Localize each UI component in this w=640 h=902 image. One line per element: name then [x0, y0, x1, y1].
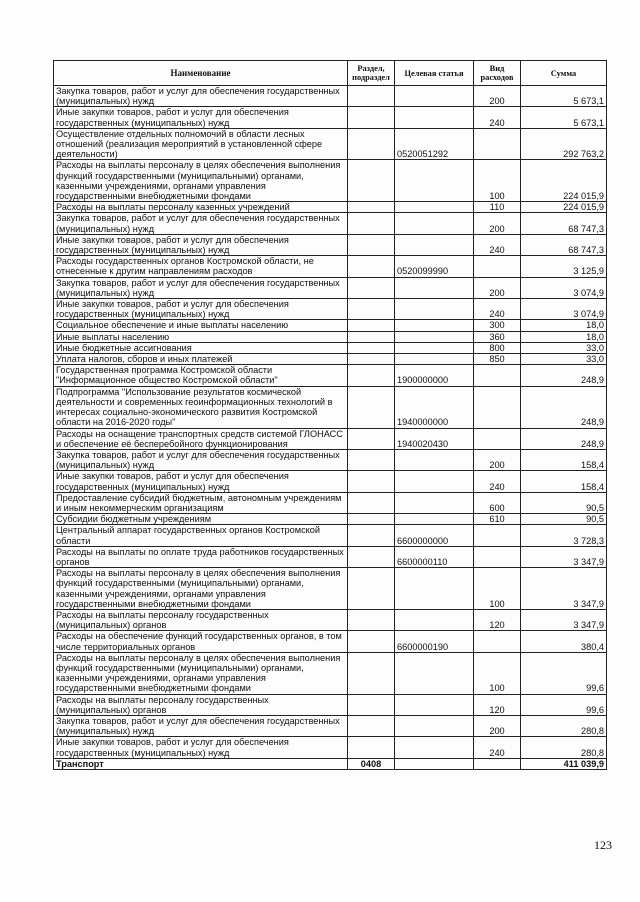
row-vid-cell [474, 546, 521, 567]
row-section-cell [348, 428, 395, 449]
row-sum-cell: 99,6 [521, 694, 607, 715]
row-vid-cell [474, 758, 521, 769]
row-sum-cell: 411 039,9 [521, 758, 607, 769]
row-name-cell: Закупка товаров, работ и услуг для обеспечения государственных (муниципальных) нужд [54, 715, 348, 736]
row-section-cell: 0408 [348, 758, 395, 769]
table-row [54, 277, 607, 298]
table-row [54, 160, 607, 202]
row-name-cell: Расходы на выплаты персоналу в целях обеспечения выполнения функций государственными (муниципальными) органами, казенными учреждениями, органами управления государственными внебюджетными фондами [54, 652, 348, 694]
row-section-cell [348, 525, 395, 546]
row-article-cell [395, 234, 474, 255]
table-row [54, 331, 607, 342]
row-vid-cell: 120 [474, 694, 521, 715]
row-section-cell [348, 546, 395, 567]
row-name-cell: Расходы на оснащение транспортных средств системой ГЛОНАСС и обеспечение её бесперебойного функционирования [54, 428, 348, 449]
table-row [54, 354, 607, 365]
row-name-cell: Расходы на выплаты по оплате труда работников государственных органов [54, 546, 348, 567]
row-sum-cell: 280,8 [521, 737, 607, 758]
row-vid-cell [474, 631, 521, 652]
row-article-cell [395, 568, 474, 610]
table-row [54, 568, 607, 610]
row-sum-cell: 248,9 [521, 428, 607, 449]
row-section-cell [348, 160, 395, 202]
table-row [54, 86, 607, 107]
row-section-cell [348, 471, 395, 492]
row-section-cell [348, 320, 395, 331]
table-row [54, 525, 607, 546]
row-section-cell [348, 107, 395, 128]
table-row [54, 609, 607, 630]
row-vid-cell: 600 [474, 492, 521, 513]
row-vid-cell: 200 [474, 715, 521, 736]
row-article-cell [395, 449, 474, 470]
row-section-cell [348, 202, 395, 213]
row-name-cell: Закупка товаров, работ и услуг для обеспечения государственных (муниципальных) нужд [54, 277, 348, 298]
row-name-cell: Закупка товаров, работ и услуг для обеспечения государственных (муниципальных) нужд [54, 449, 348, 470]
row-vid-cell: 360 [474, 331, 521, 342]
header-name: Наименование [54, 61, 348, 86]
row-article-cell [395, 86, 474, 107]
row-name-cell: Расходы на обеспечение функций государственных органов, в том числе территориальных органов [54, 631, 348, 652]
row-article-cell [395, 160, 474, 202]
table-row [54, 428, 607, 449]
row-section-cell [348, 354, 395, 365]
row-sum-cell: 18,0 [521, 320, 607, 331]
row-name-cell: Осуществление отдельных полномочий в области лесных отношений (реализация мероприятий в установленной сфере деятельности) [54, 128, 348, 160]
row-article-cell [395, 492, 474, 513]
row-section-cell [348, 213, 395, 234]
row-sum-cell: 3 125,9 [521, 256, 607, 277]
row-article-cell [395, 107, 474, 128]
row-section-cell [348, 342, 395, 353]
row-article-cell [395, 354, 474, 365]
row-sum-cell: 3 347,9 [521, 609, 607, 630]
row-name-cell: Центральный аппарат государственных органов Костромской области [54, 525, 348, 546]
row-name-cell: Иные закупки товаров, работ и услуг для обеспечения государственных (муниципальных) нужд [54, 234, 348, 255]
row-section-cell [348, 331, 395, 342]
table-row [54, 694, 607, 715]
table-row [54, 107, 607, 128]
row-sum-cell: 158,4 [521, 471, 607, 492]
row-vid-cell [474, 428, 521, 449]
row-vid-cell [474, 256, 521, 277]
row-section-cell [348, 365, 395, 386]
table-row [54, 365, 607, 386]
row-article-cell [395, 471, 474, 492]
row-vid-cell: 240 [474, 234, 521, 255]
row-sum-cell: 248,9 [521, 386, 607, 428]
row-section-cell [348, 514, 395, 525]
row-article-cell [395, 331, 474, 342]
header-article: Целевая статья [395, 61, 474, 86]
row-name-cell: Иные закупки товаров, работ и услуг для обеспечения государственных (муниципальных) нужд [54, 107, 348, 128]
row-section-cell [348, 86, 395, 107]
page-number: 123 [594, 838, 612, 852]
row-article-cell [395, 652, 474, 694]
header-row [54, 61, 607, 86]
row-vid-cell: 240 [474, 471, 521, 492]
row-article-cell [395, 320, 474, 331]
row-vid-cell: 100 [474, 568, 521, 610]
row-article-cell: 1940000000 [395, 386, 474, 428]
row-name-cell: Закупка товаров, работ и услуг для обеспечения государственных (муниципальных) нужд [54, 86, 348, 107]
table-row [54, 386, 607, 428]
row-vid-cell [474, 525, 521, 546]
row-vid-cell: 240 [474, 299, 521, 320]
table-row [54, 471, 607, 492]
row-sum-cell: 68 747,3 [521, 234, 607, 255]
table-row [54, 652, 607, 694]
row-article-cell [395, 514, 474, 525]
row-article-cell [395, 715, 474, 736]
table-row [54, 202, 607, 213]
row-vid-cell [474, 386, 521, 428]
row-sum-cell: 280,8 [521, 715, 607, 736]
row-article-cell [395, 342, 474, 353]
row-sum-cell: 158,4 [521, 449, 607, 470]
row-article-cell: 6600000110 [395, 546, 474, 567]
row-vid-cell [474, 128, 521, 160]
table-row [54, 546, 607, 567]
row-sum-cell: 3 347,9 [521, 546, 607, 567]
row-section-cell [348, 737, 395, 758]
row-vid-cell: 610 [474, 514, 521, 525]
row-article-cell: 0520099990 [395, 256, 474, 277]
row-sum-cell: 99,6 [521, 652, 607, 694]
table-row [54, 320, 607, 331]
table-row [54, 631, 607, 652]
row-name-cell: Иные бюджетные ассигнования [54, 342, 348, 353]
row-section-cell [348, 299, 395, 320]
table-row [54, 492, 607, 513]
row-name-cell: Расходы на выплаты персоналу в целях обеспечения выполнения функций государственными (муниципальными) органами, казенными учреждениями, органами управления государственными внебюджетными фондами [54, 568, 348, 610]
row-article-cell [395, 758, 474, 769]
row-section-cell [348, 386, 395, 428]
row-name-cell: Расходы на выплаты персоналу государственных (муниципальных) органов [54, 609, 348, 630]
row-name-cell: Иные закупки товаров, работ и услуг для обеспечения государственных (муниципальных) нужд [54, 471, 348, 492]
table-row [54, 234, 607, 255]
row-name-cell: Иные закупки товаров, работ и услуг для обеспечения государственных (муниципальных) нужд [54, 737, 348, 758]
row-article-cell: 6600000190 [395, 631, 474, 652]
header-vid: Вид расходов [474, 61, 521, 86]
row-name-cell: Иные закупки товаров, работ и услуг для обеспечения государственных (муниципальных) нужд [54, 299, 348, 320]
row-section-cell [348, 277, 395, 298]
row-sum-cell: 224 015,9 [521, 160, 607, 202]
row-sum-cell: 5 673,1 [521, 86, 607, 107]
row-sum-cell: 224 015,9 [521, 202, 607, 213]
row-name-cell: Государственная программа Костромской области "Информационное общество Костромской области" [54, 365, 348, 386]
header-section: Раздел, подраздел [348, 61, 395, 86]
row-sum-cell: 3 074,9 [521, 277, 607, 298]
row-vid-cell: 100 [474, 652, 521, 694]
row-article-cell [395, 277, 474, 298]
row-section-cell [348, 715, 395, 736]
row-name-cell: Предоставление субсидий бюджетным, автономным учреждениям и иным некоммерческим организациям [54, 492, 348, 513]
row-name-cell: Расходы государственных органов Костромской области, не отнесенные к другим направлениям расходов [54, 256, 348, 277]
row-section-cell [348, 631, 395, 652]
row-article-cell [395, 694, 474, 715]
row-section-cell [348, 128, 395, 160]
table-row [54, 342, 607, 353]
row-article-cell: 0520051292 [395, 128, 474, 160]
table-row [54, 449, 607, 470]
table-row [54, 128, 607, 160]
row-article-cell: 6600000000 [395, 525, 474, 546]
row-vid-cell: 300 [474, 320, 521, 331]
row-vid-cell: 240 [474, 107, 521, 128]
row-sum-cell: 90,5 [521, 492, 607, 513]
row-sum-cell: 33,0 [521, 342, 607, 353]
table-row [54, 758, 607, 769]
row-article-cell [395, 737, 474, 758]
row-vid-cell: 110 [474, 202, 521, 213]
row-sum-cell: 90,5 [521, 514, 607, 525]
row-vid-cell: 120 [474, 609, 521, 630]
row-vid-cell: 200 [474, 277, 521, 298]
row-article-cell [395, 609, 474, 630]
row-vid-cell: 850 [474, 354, 521, 365]
row-sum-cell: 3 347,9 [521, 568, 607, 610]
row-sum-cell: 68 747,3 [521, 213, 607, 234]
row-name-cell: Транспорт [54, 758, 348, 769]
row-sum-cell: 3 728,3 [521, 525, 607, 546]
row-vid-cell: 240 [474, 737, 521, 758]
row-vid-cell: 100 [474, 160, 521, 202]
row-sum-cell: 3 074,9 [521, 299, 607, 320]
row-section-cell [348, 568, 395, 610]
table-row [54, 514, 607, 525]
row-section-cell [348, 652, 395, 694]
row-vid-cell: 200 [474, 449, 521, 470]
row-sum-cell: 18,0 [521, 331, 607, 342]
header-sum: Сумма [521, 61, 607, 86]
row-sum-cell: 33,0 [521, 354, 607, 365]
row-section-cell [348, 694, 395, 715]
row-name-cell: Подпрограмма "Использование результатов космической деятельности и современных геоинформационных технологий в интересах социально-экономического развития Костромской области на 2016-2020 годы" [54, 386, 348, 428]
row-sum-cell: 5 673,1 [521, 107, 607, 128]
row-vid-cell: 200 [474, 86, 521, 107]
table-row [54, 256, 607, 277]
row-name-cell: Расходы на выплаты персоналу государственных (муниципальных) органов [54, 694, 348, 715]
row-name-cell: Расходы на выплаты персоналу казенных учреждений [54, 202, 348, 213]
row-section-cell [348, 609, 395, 630]
row-name-cell: Субсидии бюджетным учреждениям [54, 514, 348, 525]
table-row [54, 737, 607, 758]
row-article-cell [395, 202, 474, 213]
table-body [54, 86, 607, 770]
row-section-cell [348, 449, 395, 470]
row-vid-cell: 800 [474, 342, 521, 353]
row-name-cell: Уплата налогов, сборов и иных платежей [54, 354, 348, 365]
row-article-cell: 1900000000 [395, 365, 474, 386]
row-section-cell [348, 492, 395, 513]
table-header [54, 61, 607, 86]
table-row [54, 715, 607, 736]
budget-table [53, 60, 607, 770]
row-sum-cell: 248,9 [521, 365, 607, 386]
row-article-cell [395, 213, 474, 234]
row-article-cell [395, 299, 474, 320]
row-name-cell: Закупка товаров, работ и услуг для обеспечения государственных (муниципальных) нужд [54, 213, 348, 234]
table-row [54, 299, 607, 320]
row-sum-cell: 380,4 [521, 631, 607, 652]
row-vid-cell: 200 [474, 213, 521, 234]
row-section-cell [348, 256, 395, 277]
row-article-cell: 1940020430 [395, 428, 474, 449]
row-sum-cell: 292 763,2 [521, 128, 607, 160]
row-section-cell [348, 234, 395, 255]
row-name-cell: Расходы на выплаты персоналу в целях обеспечения выполнения функций государственными (муниципальными) органами, казенными учреждениями, органами управления государственными внебюджетными фондами [54, 160, 348, 202]
row-vid-cell [474, 365, 521, 386]
table-row [54, 213, 607, 234]
row-name-cell: Социальное обеспечение и иные выплаты населению [54, 320, 348, 331]
row-name-cell: Иные выплаты населению [54, 331, 348, 342]
